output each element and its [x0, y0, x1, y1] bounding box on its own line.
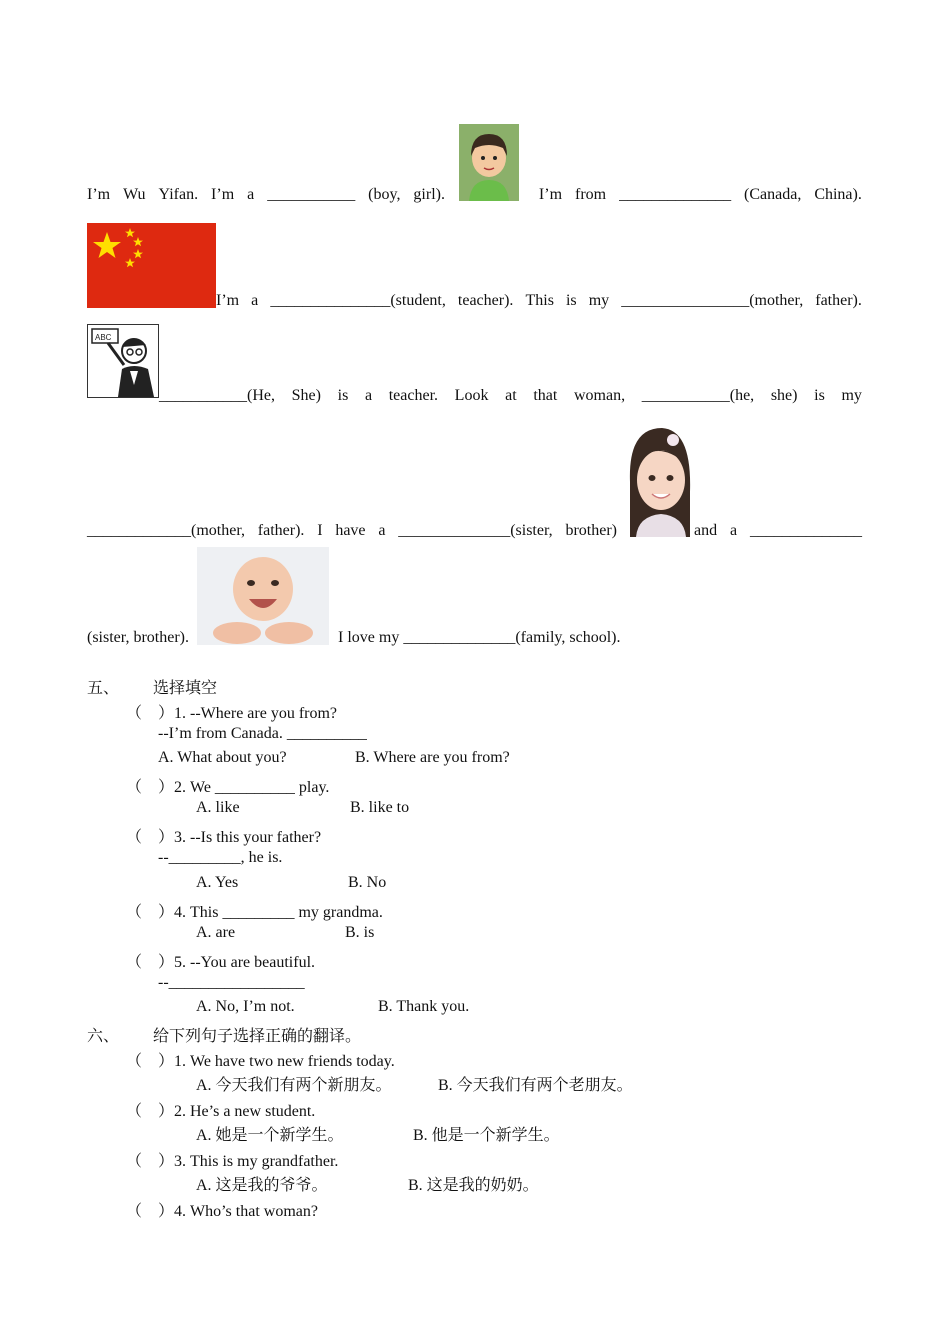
word: I [317, 522, 323, 539]
word: teacher). [457, 292, 514, 309]
s6-question-4: （ ）4. Who’s that woman? [126, 1203, 318, 1220]
word: (boy, [368, 186, 401, 203]
section6-title: 给下列句子选择正确的翻译。 [153, 1028, 362, 1045]
s5-q2-option-a[interactable]: A. like [196, 799, 240, 816]
s6-q3-option-b[interactable]: B. 这是我的奶奶。 [408, 1177, 539, 1194]
s5-question-3: （ ）3. --Is this your father? [126, 829, 322, 846]
s5-question-1-line2: --I’m from Canada. __________ [158, 725, 367, 742]
word: at [505, 387, 517, 404]
word: Yifan. [158, 186, 199, 203]
s5-question-5: （ ）5. --You are beautiful. [126, 954, 316, 971]
word: Look [454, 387, 489, 404]
s5-q4-option-b[interactable]: B. is [345, 924, 375, 941]
word: teacher. [388, 387, 439, 404]
s6-q3-option-a[interactable]: A. 这是我的爷爷。 [196, 1177, 328, 1194]
word: I’m [216, 292, 240, 309]
passage-line-5a: (sister, brother). [87, 629, 189, 646]
word: This [525, 292, 554, 309]
word: is [814, 387, 825, 404]
word: a [730, 522, 738, 539]
passage-line-4b [694, 522, 862, 540]
s5-q5-option-a[interactable]: A. No, I’m not. [196, 998, 295, 1015]
word: a [247, 186, 255, 203]
word: father). [815, 292, 862, 309]
s5-q1-option-b[interactable]: B. Where are you from? [355, 749, 510, 766]
section5-title: 选择填空 [153, 680, 218, 697]
baby-icon [197, 547, 329, 645]
china-flag-picture [87, 223, 216, 308]
s5-question-4: （ ）4. This _________ my grandma. [126, 904, 383, 921]
s5-q1-option-a[interactable]: A. What about you? [158, 749, 287, 766]
passage-line-1 [87, 186, 862, 204]
blank[interactable]: ___________(he, [641, 387, 755, 404]
word: a [364, 387, 373, 404]
section6-number: 六、 [87, 1028, 120, 1045]
word: she) [770, 387, 798, 404]
section5-number: 五、 [87, 680, 120, 697]
word: brother) [565, 522, 617, 539]
s6-question-3: （ ）3. This is my grandfather. [126, 1153, 339, 1170]
s6-question-1: （ ）1. We have two new friends today. [126, 1053, 395, 1070]
word: a [251, 292, 259, 309]
word: a [378, 522, 386, 539]
s6-q2-option-a[interactable]: A. 她是一个新学生。 [196, 1127, 344, 1144]
word: from [574, 186, 607, 203]
word: is [565, 292, 577, 309]
blank[interactable]: ___________ [267, 186, 356, 203]
word: China). [814, 186, 862, 203]
word: my [841, 387, 862, 404]
blank[interactable]: _______________(student, [270, 292, 446, 309]
passage-line-2 [216, 292, 862, 310]
blank[interactable]: ______________ [619, 186, 732, 203]
word: Wu [123, 186, 146, 203]
word: She) [291, 387, 321, 404]
teacher-picture [87, 324, 159, 398]
word: (Canada, [744, 186, 802, 203]
s5-q5-option-b[interactable]: B. Thank you. [378, 998, 470, 1015]
s5-question-1: （ ）1. --Where are you from? [126, 705, 338, 722]
word: my [588, 292, 610, 309]
s5-q3-option-a[interactable]: A. Yes [196, 874, 239, 891]
s5-question-3-line2: --_________, he is. [158, 849, 283, 866]
passage-line-5b: I love my ______________(family, school). [338, 629, 621, 646]
s5-q2-option-b[interactable]: B. like to [350, 799, 410, 816]
s5-q4-option-a[interactable]: A. are [196, 924, 236, 941]
svg-text:ABC: ABC [95, 333, 112, 342]
word: I’m [211, 186, 235, 203]
word: father). [257, 522, 305, 539]
word: girl). [413, 186, 445, 203]
passage-line-3 [159, 387, 862, 405]
word: is [337, 387, 349, 404]
s6-q1-option-b[interactable]: B. 今天我们有两个老朋友。 [438, 1077, 633, 1094]
baby-photo [197, 547, 329, 645]
passage-line-4a [87, 522, 617, 540]
teacher-icon [88, 325, 158, 397]
blank[interactable]: _____________(mother, [87, 522, 246, 539]
blank[interactable]: ______________ [750, 522, 862, 539]
word: and [694, 522, 718, 539]
girl-photo [626, 422, 694, 537]
word: woman, [573, 387, 626, 404]
word: I’m [538, 186, 563, 203]
girl-icon [626, 422, 694, 537]
s6-q2-option-b[interactable]: B. 他是一个新学生。 [413, 1127, 560, 1144]
s5-question-5-line2: --_________________ [158, 974, 305, 991]
s5-question-2: （ ）2. We __________ play. [126, 779, 330, 796]
word: I’m [87, 186, 111, 203]
china-flag-icon [87, 223, 216, 308]
blank[interactable]: ________________(mother, [621, 292, 804, 309]
blank[interactable]: ______________(sister, [398, 522, 553, 539]
blank[interactable]: ___________(He, [159, 387, 275, 404]
s5-q3-option-b[interactable]: B. No [348, 874, 387, 891]
s6-question-2: （ ）2. He’s a new student. [126, 1103, 316, 1120]
s6-q1-option-a[interactable]: A. 今天我们有两个新朋友。 [196, 1077, 392, 1094]
word: have [335, 522, 366, 539]
word: that [533, 387, 558, 404]
